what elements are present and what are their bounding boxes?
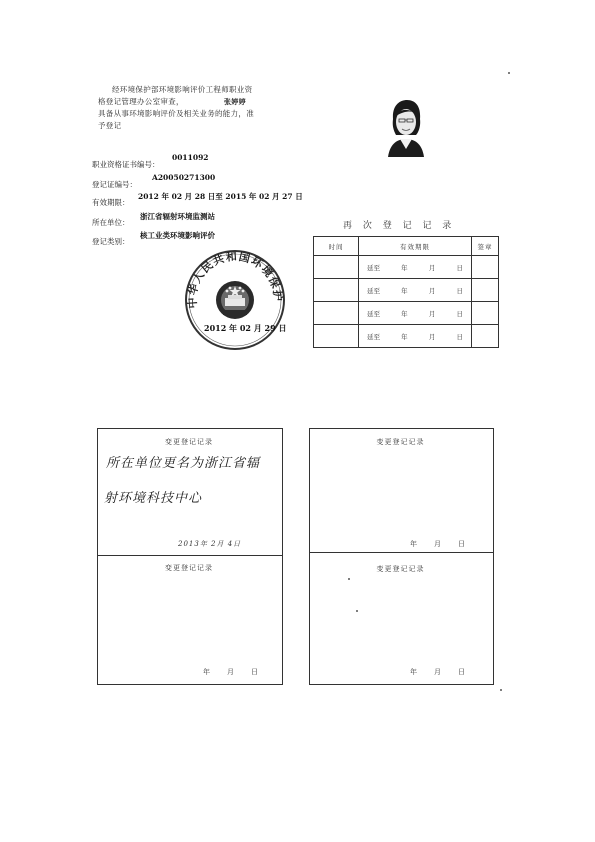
handwritten-line-1: 所在单位更名为浙江省辐 [106, 456, 261, 471]
statement-line-2: 格登记管理办公室审查， 张婷婷 [98, 97, 246, 106]
table-row: 延至 年 月 日 [314, 325, 499, 348]
field-cert-number: 职业资格证书编号： [92, 160, 160, 169]
header-validity: 有效期限 [359, 237, 472, 256]
field-category: 登记类别： [92, 237, 130, 246]
field-validity: 有效期限： [92, 198, 130, 207]
change-record-date-2: 年 月 日 [410, 540, 466, 548]
header-time: 时间 [314, 237, 359, 256]
change-record-date-4: 年 月 日 [410, 668, 466, 676]
scan-speck [356, 610, 358, 612]
national-emblem-icon [216, 281, 254, 319]
cert-number-value: 0011092 [172, 153, 209, 162]
seal-text: 中华人民共和国环境保护 [185, 249, 285, 309]
holder-photo [380, 97, 432, 157]
scan-speck [348, 578, 350, 580]
holder-name: 张婷婷 [224, 97, 246, 106]
field-employer: 所在单位： [92, 218, 130, 227]
change-record-divider-left [97, 555, 282, 556]
handwritten-line-2: 射环境科技中心 [104, 491, 203, 506]
change-record-box-right [309, 428, 494, 685]
scan-speck [508, 72, 510, 74]
statement-line-4: 予登记 [98, 121, 122, 130]
change-record-title-4: 变更登记记录 [376, 565, 425, 573]
table-row: 延至 年 月 日 [314, 302, 499, 325]
certificate-statement [98, 84, 298, 132]
official-seal [183, 248, 287, 352]
field-registration-number: 登记证编号： [92, 180, 137, 189]
scan-speck [500, 689, 502, 691]
employer-value: 浙江省辐射环境监测站 [140, 212, 215, 221]
issue-date: 2012 年 02 月 29 日 [204, 323, 287, 333]
change-record-divider-right [309, 552, 493, 553]
change-record-title-2: 变更登记记录 [376, 438, 425, 446]
change-record-date-1: 2013年 2月 4日 [178, 540, 242, 548]
header-signature: 签章 [472, 237, 499, 256]
change-record-title-3: 变更登记记录 [165, 564, 213, 572]
table-row: 延至 年 月 日 [314, 279, 499, 302]
table-row: 延至 年 月 日 [314, 256, 499, 279]
change-record-title-1: 变更登记记录 [165, 438, 213, 446]
renewal-header-row [314, 237, 499, 256]
change-record-date-3: 年 月 日 [203, 668, 259, 676]
registration-number-value: A20050271300 [152, 173, 216, 182]
statement-line-1: 经环境保护部环境影响评价工程师职业资 [112, 85, 253, 94]
validity-value: 2012 年 02 月 28 日至 2015 年 02 月 27 日 [138, 192, 303, 201]
renewal-record-table [313, 236, 499, 348]
category-value: 核工业类环境影响评价 [140, 231, 215, 240]
renewal-record-title: 再 次 登 记 记 录 [343, 221, 456, 231]
statement-line-3: 具备从事环境影响评价及相关业务的能力，准 [98, 109, 254, 118]
